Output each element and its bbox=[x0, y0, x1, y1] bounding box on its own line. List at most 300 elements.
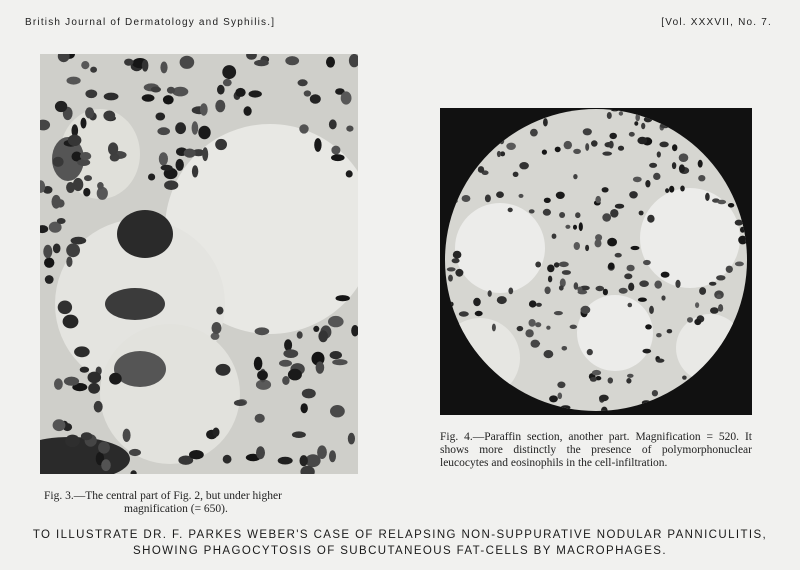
cell-nucleus bbox=[459, 409, 463, 414]
cell-nucleus bbox=[200, 103, 208, 115]
cell-nucleus bbox=[441, 377, 448, 381]
cell-nucleus bbox=[574, 242, 580, 250]
cell-nucleus bbox=[653, 173, 660, 180]
cell-nucleus bbox=[543, 118, 548, 126]
cell-nucleus bbox=[255, 414, 265, 423]
cell-nucleus bbox=[602, 152, 612, 156]
cell-nucleus bbox=[562, 346, 568, 351]
cell-nucleus bbox=[341, 91, 352, 104]
cell-nucleus bbox=[710, 140, 718, 149]
cell-nucleus bbox=[159, 152, 168, 165]
cell-nucleus bbox=[527, 109, 533, 118]
cell-nucleus bbox=[43, 245, 52, 259]
cell-nucleus bbox=[735, 262, 744, 267]
cell-nucleus bbox=[292, 431, 306, 438]
cell-nucleus bbox=[487, 408, 494, 414]
cell-nucleus bbox=[667, 329, 673, 333]
cell-nucleus bbox=[549, 395, 558, 402]
cell-nucleus bbox=[543, 209, 551, 216]
cell-nucleus bbox=[278, 457, 293, 465]
cell-nucleus bbox=[497, 296, 507, 304]
cell-nucleus bbox=[661, 295, 665, 300]
cell-nucleus bbox=[254, 60, 269, 66]
cell-nucleus bbox=[471, 128, 477, 134]
cell-nucleus bbox=[720, 149, 728, 154]
cell-nucleus bbox=[672, 162, 676, 169]
cell-nucleus bbox=[735, 350, 743, 358]
cell-nucleus bbox=[624, 273, 632, 279]
cell-nucleus bbox=[522, 406, 527, 415]
cell-nucleus bbox=[53, 244, 61, 254]
cell-nucleus bbox=[256, 446, 265, 459]
cell-nucleus bbox=[564, 141, 572, 149]
cell-nucleus bbox=[148, 174, 155, 181]
cell-nucleus bbox=[98, 442, 110, 454]
cell-nucleus bbox=[639, 280, 649, 287]
cell-nucleus bbox=[645, 324, 652, 329]
cell-nucleus bbox=[565, 225, 570, 229]
cell-nucleus bbox=[151, 87, 161, 93]
figure-3-caption-line1: Fig. 3.—The central part of Fig. 2, but under higher bbox=[44, 490, 282, 502]
cell-nucleus bbox=[314, 138, 321, 152]
cell-nucleus bbox=[452, 258, 460, 263]
cell-nucleus bbox=[575, 212, 580, 218]
figure-3-caption bbox=[44, 490, 360, 516]
cell-nucleus bbox=[101, 459, 111, 471]
cell-nucleus bbox=[517, 326, 524, 331]
cell-nucleus bbox=[440, 352, 450, 357]
cell-nucleus bbox=[198, 126, 210, 140]
cell-nucleus bbox=[647, 409, 654, 415]
cell-nucleus bbox=[454, 171, 463, 178]
cell-nucleus bbox=[461, 385, 471, 390]
cell-nucleus bbox=[651, 409, 657, 415]
cell-nucleus bbox=[475, 311, 483, 316]
cell-nucleus bbox=[215, 100, 225, 113]
cell-nucleus bbox=[442, 164, 449, 169]
cell-nucleus bbox=[156, 113, 166, 121]
cell-nucleus bbox=[457, 386, 465, 395]
cell-nucleus bbox=[302, 389, 316, 399]
plate-title-line2: SHOWING PHAGOCYTOSIS OF SUBCUTANEOUS FAT-CELLS BY MACROPHAGES. bbox=[133, 545, 667, 557]
cell-nucleus bbox=[699, 287, 706, 295]
cell-nucleus bbox=[721, 389, 728, 393]
cell-nucleus bbox=[748, 173, 752, 179]
cell-nucleus bbox=[546, 326, 550, 330]
cell-nucleus bbox=[672, 144, 677, 151]
cell-nucleus bbox=[615, 204, 624, 209]
cell-nucleus bbox=[161, 165, 173, 171]
cell-nucleus bbox=[573, 149, 581, 154]
cell-nucleus bbox=[223, 455, 232, 464]
cell-nucleus bbox=[637, 137, 647, 145]
cell-nucleus bbox=[519, 108, 528, 115]
cell-nucleus bbox=[57, 218, 66, 224]
cell-nucleus bbox=[175, 122, 186, 134]
cell-nucleus bbox=[682, 376, 687, 380]
cell-nucleus bbox=[573, 174, 577, 179]
cell-nucleus bbox=[473, 298, 481, 306]
cell-nucleus bbox=[749, 268, 752, 272]
cell-nucleus bbox=[222, 65, 236, 79]
cell-nucleus bbox=[488, 140, 495, 148]
cell-nucleus bbox=[738, 236, 747, 245]
cell-nucleus bbox=[592, 370, 601, 376]
cell-nucleus bbox=[215, 139, 227, 150]
cell-nucleus bbox=[213, 428, 220, 437]
cell-nucleus bbox=[189, 450, 204, 459]
cell-nucleus bbox=[529, 209, 535, 213]
cell-nucleus bbox=[124, 59, 133, 66]
cell-nucleus bbox=[570, 325, 577, 329]
cell-nucleus bbox=[299, 124, 308, 133]
cell-nucleus bbox=[506, 143, 516, 150]
cell-nucleus bbox=[525, 329, 533, 337]
cell-nucleus bbox=[734, 334, 740, 340]
cell-nucleus bbox=[346, 170, 353, 177]
cell-nucleus bbox=[608, 377, 613, 383]
cell-nucleus bbox=[665, 188, 669, 193]
volume-header: [Vol. XXXVII, No. 7. bbox=[661, 17, 772, 28]
cell-nucleus bbox=[160, 62, 167, 74]
cell-nucleus bbox=[716, 275, 725, 280]
cell-nucleus bbox=[301, 403, 308, 413]
cell-nucleus bbox=[628, 303, 633, 308]
cell-nucleus bbox=[686, 123, 694, 128]
cell-nucleus bbox=[465, 155, 470, 161]
cell-nucleus bbox=[552, 234, 557, 239]
cell-nucleus bbox=[328, 316, 344, 327]
cell-nucleus bbox=[283, 349, 298, 358]
cell-nucleus bbox=[542, 150, 547, 155]
cell-nucleus bbox=[80, 152, 91, 160]
cell-nucleus bbox=[720, 148, 727, 153]
cell-nucleus bbox=[202, 147, 208, 161]
cell-nucleus bbox=[288, 369, 302, 381]
cell-nucleus bbox=[485, 122, 490, 127]
cell-nucleus bbox=[638, 298, 647, 302]
cell-nucleus bbox=[464, 153, 471, 161]
cell-nucleus bbox=[739, 154, 746, 159]
cell-nucleus bbox=[81, 61, 89, 69]
cell-nucleus bbox=[726, 266, 733, 273]
cell-nucleus bbox=[740, 227, 745, 233]
cell-nucleus bbox=[698, 160, 703, 168]
cell-nucleus bbox=[530, 129, 538, 137]
cell-nucleus bbox=[599, 395, 609, 402]
cell-nucleus bbox=[628, 283, 634, 291]
cell-nucleus bbox=[85, 90, 97, 99]
cell-nucleus bbox=[216, 307, 223, 315]
cell-nucleus bbox=[310, 94, 321, 103]
cell-nucleus bbox=[500, 406, 509, 412]
cell-nucleus bbox=[88, 383, 100, 394]
cell-nucleus bbox=[63, 315, 79, 329]
cell-nucleus bbox=[142, 94, 155, 101]
cell-nucleus bbox=[85, 107, 94, 118]
cell-nucleus bbox=[53, 419, 66, 431]
cell-nucleus bbox=[631, 246, 640, 250]
cell-nucleus bbox=[687, 317, 693, 323]
cell-nucleus bbox=[457, 146, 464, 153]
cell-nucleus bbox=[514, 108, 523, 115]
cell-nucleus bbox=[544, 350, 554, 358]
cell-nucleus bbox=[607, 112, 612, 119]
cell-nucleus bbox=[730, 150, 738, 156]
cell-nucleus bbox=[77, 159, 90, 166]
cell-nucleus bbox=[659, 142, 668, 148]
cell-nucleus bbox=[298, 79, 308, 86]
cell-nucleus bbox=[627, 374, 634, 378]
cell-nucleus bbox=[535, 322, 541, 327]
cell-nucleus bbox=[53, 157, 64, 167]
cell-nucleus bbox=[653, 112, 660, 120]
cell-nucleus bbox=[669, 186, 674, 193]
cell-nucleus bbox=[488, 290, 492, 297]
cell-nucleus bbox=[695, 302, 699, 308]
cell-nucleus bbox=[478, 166, 484, 173]
cell-nucleus bbox=[559, 212, 565, 218]
cell-nucleus bbox=[297, 331, 303, 339]
cell-nucleus bbox=[577, 287, 582, 292]
cell-nucleus bbox=[705, 193, 710, 201]
figure-3-image bbox=[40, 54, 358, 474]
cell-nucleus bbox=[164, 180, 178, 190]
cell-nucleus bbox=[626, 378, 631, 384]
cell-nucleus bbox=[477, 124, 484, 129]
cell-nucleus bbox=[103, 111, 115, 121]
cell-nucleus bbox=[745, 151, 752, 159]
cell-nucleus bbox=[643, 349, 652, 354]
cell-nucleus bbox=[330, 405, 345, 417]
cell-nucleus bbox=[348, 433, 355, 445]
cell-nucleus bbox=[97, 182, 104, 189]
cell-nucleus bbox=[254, 357, 263, 371]
cell-nucleus bbox=[590, 377, 597, 382]
cell-nucleus bbox=[66, 182, 75, 193]
cell-nucleus bbox=[649, 163, 657, 168]
cell-nucleus bbox=[123, 429, 131, 442]
cell-nucleus bbox=[331, 146, 340, 155]
cell-nucleus bbox=[142, 60, 149, 72]
cell-nucleus bbox=[519, 194, 524, 198]
cell-nucleus bbox=[608, 263, 615, 270]
cell-nucleus bbox=[249, 90, 262, 97]
cell-nucleus bbox=[727, 398, 737, 406]
cell-nucleus bbox=[329, 450, 336, 462]
cell-nucleus bbox=[644, 117, 652, 123]
cell-nucleus bbox=[212, 322, 222, 334]
cell-nucleus bbox=[180, 56, 195, 69]
cell-nucleus bbox=[536, 303, 542, 307]
cell-nucleus bbox=[513, 120, 518, 126]
cell-nucleus bbox=[602, 187, 609, 192]
cell-nucleus bbox=[619, 111, 623, 115]
cell-nucleus bbox=[481, 108, 489, 114]
cell-nucleus bbox=[448, 406, 455, 412]
cell-nucleus bbox=[735, 220, 743, 226]
cell-nucleus bbox=[184, 149, 196, 158]
cell-nucleus bbox=[74, 346, 90, 357]
cell-nucleus bbox=[602, 213, 611, 221]
cell-nucleus bbox=[698, 175, 705, 181]
cell-nucleus bbox=[499, 138, 504, 144]
cell-nucleus bbox=[519, 162, 529, 169]
cell-nucleus bbox=[65, 435, 80, 448]
cell-nucleus bbox=[682, 119, 689, 127]
cell-nucleus bbox=[496, 191, 504, 198]
cell-nucleus bbox=[326, 57, 335, 68]
cell-nucleus bbox=[81, 432, 92, 440]
cell-nucleus bbox=[618, 146, 624, 151]
cell-nucleus bbox=[610, 209, 618, 218]
cell-nucleus bbox=[556, 192, 565, 199]
cell-nucleus bbox=[654, 281, 662, 289]
cell-nucleus bbox=[694, 319, 701, 325]
cell-nucleus bbox=[217, 85, 225, 95]
cell-nucleus bbox=[656, 359, 665, 363]
cell-nucleus bbox=[108, 142, 118, 155]
cell-nucleus bbox=[529, 300, 537, 307]
cell-nucleus bbox=[607, 238, 617, 247]
cell-nucleus bbox=[520, 407, 528, 414]
cell-nucleus bbox=[639, 211, 644, 216]
cell-nucleus bbox=[109, 373, 122, 385]
cell-nucleus bbox=[471, 399, 479, 405]
cell-nucleus bbox=[66, 243, 80, 257]
cell-nucleus bbox=[660, 123, 670, 128]
cell-nucleus bbox=[513, 172, 519, 177]
cell-nucleus bbox=[581, 306, 591, 314]
cell-nucleus bbox=[559, 262, 569, 268]
cell-nucleus bbox=[83, 188, 90, 197]
figure-4-image bbox=[440, 108, 752, 415]
cell-nucleus bbox=[318, 330, 328, 342]
cell-nucleus bbox=[609, 133, 617, 139]
cell-nucleus bbox=[732, 400, 737, 408]
cell-nucleus bbox=[440, 239, 445, 245]
cell-nucleus bbox=[684, 121, 690, 126]
cell-nucleus bbox=[485, 195, 491, 203]
cell-nucleus bbox=[596, 286, 605, 291]
cell-nucleus bbox=[652, 390, 658, 396]
cell-nucleus bbox=[741, 207, 745, 211]
cell-nucleus bbox=[629, 132, 635, 137]
cell-nucleus bbox=[279, 360, 292, 367]
cell-nucleus bbox=[346, 126, 353, 132]
cell-nucleus bbox=[446, 210, 451, 216]
cell-nucleus bbox=[547, 265, 554, 273]
cell-nucleus bbox=[223, 79, 232, 86]
cell-nucleus bbox=[554, 311, 563, 315]
cell-nucleus bbox=[71, 237, 87, 245]
cell-nucleus bbox=[129, 449, 141, 456]
cell-nucleus bbox=[680, 386, 685, 394]
cell-nucleus bbox=[497, 151, 501, 157]
cell-nucleus bbox=[647, 215, 654, 223]
cell-nucleus bbox=[609, 141, 614, 149]
cell-nucleus bbox=[741, 164, 749, 169]
cell-nucleus bbox=[737, 372, 744, 377]
cell-nucleus bbox=[535, 262, 541, 268]
cell-nucleus bbox=[216, 364, 231, 376]
cell-nucleus bbox=[448, 165, 457, 169]
cell-nucleus bbox=[601, 407, 608, 415]
cell-nucleus bbox=[562, 270, 571, 275]
figure-4-plate bbox=[440, 108, 752, 415]
cell-nucleus bbox=[55, 101, 67, 112]
cell-nucleus bbox=[717, 294, 722, 299]
cell-nucleus bbox=[661, 272, 670, 278]
cell-nucleus bbox=[629, 191, 638, 198]
cell-nucleus bbox=[329, 119, 337, 129]
cell-nucleus bbox=[317, 445, 327, 459]
cell-nucleus bbox=[462, 195, 471, 202]
cell-nucleus bbox=[595, 196, 601, 203]
cell-nucleus bbox=[282, 376, 289, 385]
cell-nucleus bbox=[80, 367, 89, 373]
cell-nucleus bbox=[718, 305, 723, 312]
cell-nucleus bbox=[587, 349, 593, 355]
cell-nucleus bbox=[544, 198, 551, 203]
cell-nucleus bbox=[464, 129, 473, 133]
cell-nucleus bbox=[167, 87, 175, 94]
cell-nucleus bbox=[595, 234, 602, 241]
cell-nucleus bbox=[456, 114, 464, 119]
cell-nucleus bbox=[157, 127, 170, 135]
cell-nucleus bbox=[332, 359, 347, 365]
cell-nucleus bbox=[192, 165, 198, 177]
cell-nucleus bbox=[555, 147, 561, 153]
cell-nucleus bbox=[679, 153, 689, 162]
cell-nucleus bbox=[642, 400, 651, 405]
cell-nucleus bbox=[717, 200, 726, 205]
figure-4-caption: Fig. 4.—Paraffin section, another part. Magnification = 520. It shows more distinctly the presence of polymorphonuclear leucocytes and eosinophils in the cell-infiltration. bbox=[440, 431, 752, 469]
cell-nucleus bbox=[88, 372, 102, 384]
cell-nucleus bbox=[619, 288, 628, 294]
cell-nucleus bbox=[67, 77, 81, 85]
cell-nucleus bbox=[331, 154, 345, 161]
cell-nucleus bbox=[68, 135, 82, 146]
figure-3-caption-line2: magnification (= 650). bbox=[124, 503, 228, 515]
cell-nucleus bbox=[718, 149, 725, 157]
cell-nucleus bbox=[603, 289, 608, 296]
cell-nucleus bbox=[585, 245, 589, 251]
cell-nucleus bbox=[244, 106, 252, 116]
cell-nucleus bbox=[163, 95, 174, 104]
cell-nucleus bbox=[728, 108, 735, 111]
cell-nucleus bbox=[94, 401, 103, 413]
cell-nucleus bbox=[679, 164, 685, 172]
cell-nucleus bbox=[448, 275, 453, 282]
cell-nucleus bbox=[304, 90, 311, 96]
cell-nucleus bbox=[591, 140, 598, 146]
cell-nucleus bbox=[84, 175, 92, 181]
cell-nucleus bbox=[508, 288, 513, 295]
cell-nucleus bbox=[649, 306, 654, 314]
cell-nucleus bbox=[545, 287, 551, 295]
figure-3-micrograph bbox=[40, 54, 358, 474]
cell-nucleus bbox=[557, 382, 565, 389]
cell-nucleus bbox=[499, 128, 508, 135]
cell-nucleus bbox=[508, 208, 513, 213]
cell-nucleus bbox=[52, 195, 61, 209]
cell-nucleus bbox=[728, 203, 734, 208]
cell-nucleus bbox=[585, 143, 589, 151]
cell-nucleus bbox=[441, 113, 448, 121]
cell-nucleus bbox=[710, 307, 719, 314]
cell-nucleus bbox=[641, 123, 645, 129]
